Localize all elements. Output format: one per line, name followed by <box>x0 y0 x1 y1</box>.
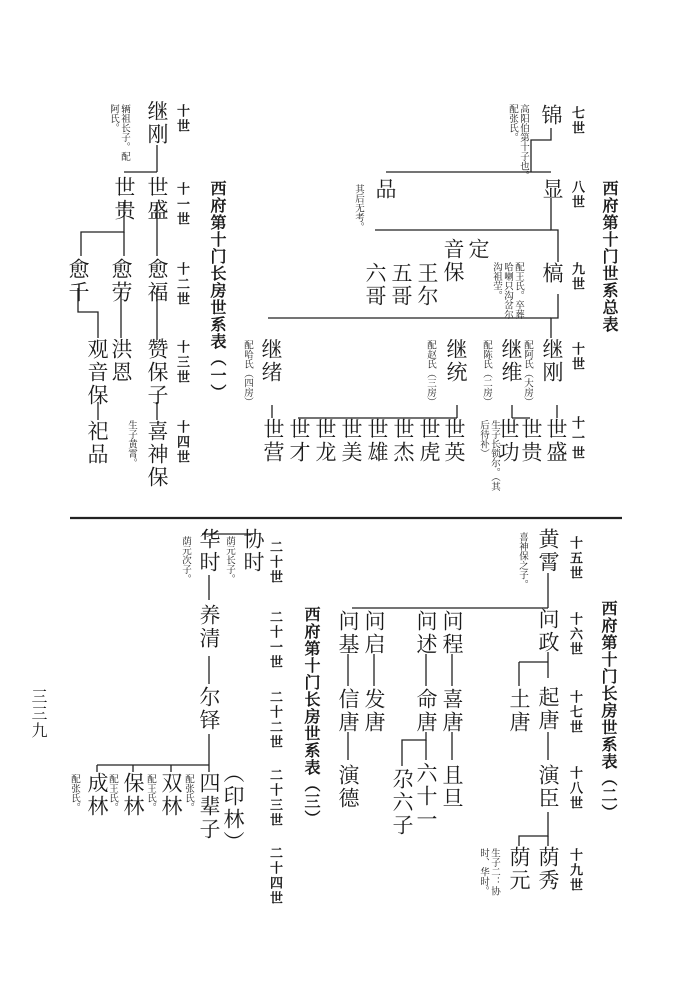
person-jin: 锦 <box>539 104 563 127</box>
person-yinyuan: 荫元 <box>507 846 531 892</box>
note-jin: 高阳伯第十子也。配张氏。 <box>507 104 529 180</box>
generation-label: 九世 <box>569 262 584 292</box>
person-wuge: 五哥 <box>389 262 413 308</box>
generation-label: 十世 <box>569 342 584 372</box>
note-jitong: 配赵氏（三房） <box>425 340 436 407</box>
person-erduo: 尔铎 <box>197 686 221 732</box>
person-shicai: 世才 <box>287 418 311 464</box>
generation-label: 十一世 <box>174 182 189 227</box>
person-yulao: 愈劳 <box>109 258 133 304</box>
line-jin-descent <box>531 128 551 172</box>
person-pin: 品 <box>373 178 397 201</box>
note-huangxiao: 喜神保之子。 <box>517 532 528 589</box>
person-qitang: 起唐 <box>536 686 560 732</box>
person-chenglin: 成林 <box>85 772 109 818</box>
note-shigong: 生子长锁尔。（其后待补） <box>478 420 500 492</box>
note-sibeizi: 配张氏。 <box>183 774 194 812</box>
note-jiwei: 配陈氏（二房） <box>481 340 492 407</box>
person-yinlin: （印林） <box>221 762 245 854</box>
person-hongen: 洪恩 <box>109 338 133 384</box>
person-ding: 定 <box>466 238 490 261</box>
generation-label: 十六世 <box>567 612 582 657</box>
person-shiying: 世英 <box>442 418 466 464</box>
person-qiedan: 且旦 <box>440 764 464 810</box>
person-jixu: 继绪 <box>259 338 283 384</box>
generation-label: 二十四世 <box>267 846 282 906</box>
line-mingtang-sons <box>402 732 426 766</box>
person-shisheng: 世盛 <box>544 418 568 464</box>
person-shigong: 世功 <box>496 418 520 464</box>
page-number: 三三九 <box>29 688 48 739</box>
generation-label: 十世 <box>174 104 189 134</box>
note-chenglin: 配张氏。 <box>69 774 80 812</box>
person-yufu: 愈福 <box>145 258 169 304</box>
person-shixiong: 世雄 <box>365 418 389 464</box>
person-liuge: 六哥 <box>363 262 387 308</box>
generation-label: 二十三世 <box>267 768 282 828</box>
person-jigang: 继刚 <box>540 338 564 384</box>
table-2-title: 西府第十门长房世系表（二） <box>599 600 618 821</box>
person-sibeizi: 四辈子 <box>197 772 221 841</box>
person-shigui-t1: 世贵 <box>112 176 136 222</box>
generation-label: 十八世 <box>567 766 582 811</box>
person-shilong: 世龙 <box>313 418 337 464</box>
person-jiwei: 继维 <box>499 338 523 384</box>
person-shigui: 世贵 <box>519 418 543 464</box>
person-yuqian: 愈千 <box>66 258 90 304</box>
person-wenshu: 问述 <box>414 610 438 656</box>
person-xian: 显 <box>540 178 564 201</box>
person-sipin: 祀品 <box>85 420 109 466</box>
person-erliuzi: 尕六子 <box>390 768 414 837</box>
person-yanchen: 演臣 <box>536 764 560 810</box>
person-shihu: 世虎 <box>417 418 441 464</box>
person-yande: 演德 <box>336 764 360 810</box>
person-yinxiu: 荫秀 <box>536 846 560 892</box>
table-1-title: 西府第十门长房世系表（一） <box>208 180 227 401</box>
person-jigang-t1: 继刚 <box>145 100 169 146</box>
person-liushiyi: 六十一 <box>414 762 438 831</box>
person-wenji: 问基 <box>336 610 360 656</box>
note-shuanglin: 配王氏。 <box>145 774 156 812</box>
person-shiying2: 世营 <box>261 418 285 464</box>
generation-label: 二十世 <box>267 540 282 585</box>
person-baolin: 保林 <box>121 772 145 818</box>
note-yinyuan: 生子二：协时、华时。 <box>478 848 500 896</box>
person-wencheng: 问程 <box>440 610 464 656</box>
generation-label: 十四世 <box>174 420 189 465</box>
generation-label: 十二世 <box>174 262 189 307</box>
note-xishenbao: 生子黄霄。 <box>126 420 137 468</box>
line-xian-gao <box>551 198 558 262</box>
person-waner: 王尔 <box>415 262 439 308</box>
person-tutang: 土唐 <box>507 688 531 734</box>
person-huangxiao: 黄霄 <box>536 528 560 574</box>
person-wenzheng: 问政 <box>536 608 560 654</box>
person-wenqi: 问启 <box>362 610 386 656</box>
person-shimei: 世美 <box>339 418 363 464</box>
person-yangqing: 养清 <box>197 604 221 650</box>
generation-label: 十五世 <box>567 536 582 581</box>
line-gao-sons <box>551 294 558 338</box>
note-jixu: 配哈氏（四房） <box>242 340 253 407</box>
note-jigang-t1: 辆祖长子。配阿氏。 <box>108 104 130 161</box>
person-shijie: 世杰 <box>391 418 415 464</box>
generation-label: 七世 <box>569 106 584 136</box>
person-xitang: 喜唐 <box>440 688 464 734</box>
table-total-title: 西府第十门世系总表 <box>600 180 619 333</box>
generation-label: 十三世 <box>174 340 189 385</box>
person-yinbao: 音保 <box>441 238 465 284</box>
person-xintang: 信唐 <box>336 688 360 734</box>
person-xieshi: 协时 <box>241 528 265 574</box>
person-gao: 槁 <box>540 262 564 285</box>
note-xieshi: 荫元长子。 <box>224 536 235 584</box>
note-pin: 其后无考。 <box>353 184 364 232</box>
person-shuanglin: 双林 <box>159 772 183 818</box>
generation-label: 十九世 <box>567 848 582 893</box>
person-zanbaozi: 赞保子 <box>145 338 169 407</box>
note-huashi: 荫元次子。 <box>180 536 191 584</box>
note-gao: 配王氏。卒葬哈喇只沟岔尔沟祖茔。 <box>491 262 524 319</box>
table-3-title: 西府第十门长房世系表（三） <box>302 606 321 827</box>
generation-label: 二十二世 <box>267 690 282 750</box>
person-shisheng-t1: 世盛 <box>145 176 169 222</box>
person-huashi: 华时 <box>197 528 221 574</box>
note-baolin: 配王氏。 <box>107 774 118 812</box>
person-jitong: 继统 <box>444 338 468 384</box>
generation-label: 八世 <box>569 180 584 210</box>
person-fatang: 发唐 <box>362 688 386 734</box>
line-yanchen-sons <box>519 812 548 846</box>
generation-label: 十七世 <box>567 690 582 735</box>
person-mingtang: 命唐 <box>414 688 438 734</box>
person-guanyinbao: 观音保 <box>85 338 109 407</box>
person-xishenbao: 喜神保 <box>145 420 169 489</box>
note-jigang: 配阿氏（大房） <box>522 340 533 407</box>
generation-label: 二十一世 <box>267 610 282 670</box>
generation-label: 十一世 <box>569 416 584 461</box>
